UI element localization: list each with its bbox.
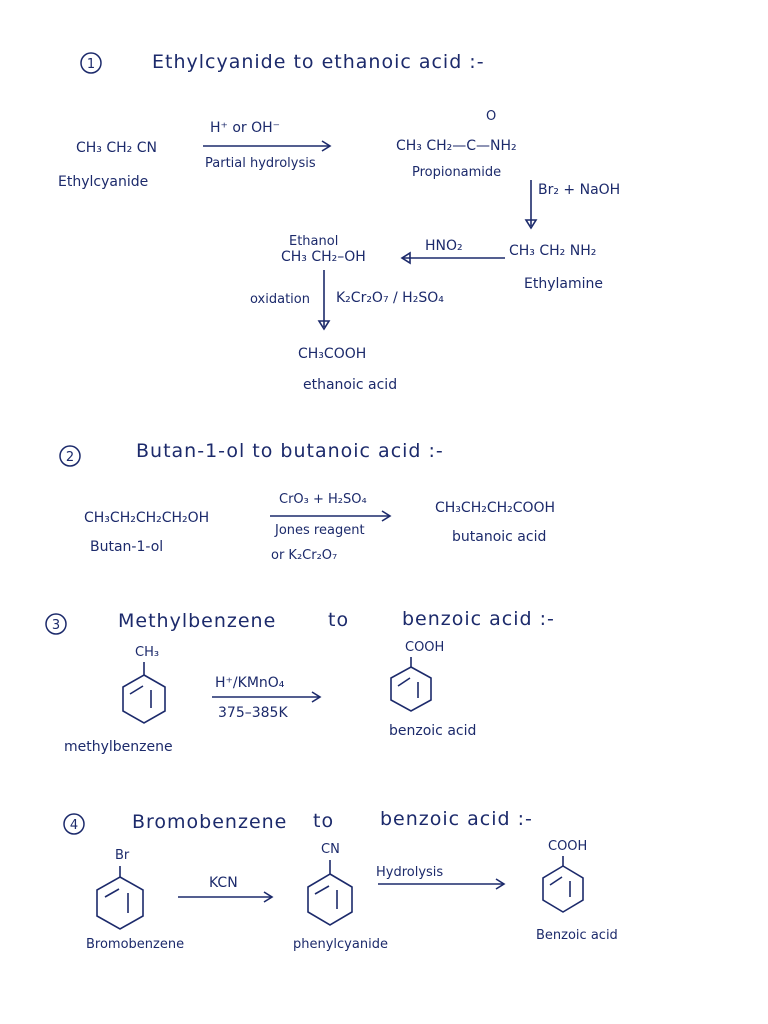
ethanoic-acid-formula: CH₃COOH <box>298 346 367 362</box>
bromobenzene-ring-icon <box>97 866 143 929</box>
reagent-dichromate-alt: or K₂Cr₂O₇ <box>271 548 338 563</box>
arrow-kmno4 <box>212 692 320 702</box>
butanoic-acid-formula: CH₃CH₂CH₂COOH <box>435 500 556 516</box>
phenylcyanide-label: phenylcyanide <box>293 937 388 952</box>
temperature-condition: 375–385K <box>218 705 288 721</box>
partial-hydrolysis-note: Partial hydrolysis <box>205 156 316 171</box>
cyano-substituent: CN <box>321 842 340 857</box>
ethanol-label: Ethanol <box>289 234 339 249</box>
section-number-badge <box>62 812 86 836</box>
arrow-diazotization <box>402 253 505 263</box>
reagent-acid-or-base: H⁺ or OH⁻ <box>210 120 281 136</box>
arrow-hydrolysis-2 <box>378 879 504 889</box>
ethylcyanide-formula: CH₃ CH₂ CN <box>76 140 157 156</box>
butanol-formula: CH₃CH₂CH₂CH₂OH <box>84 510 210 526</box>
bromo-substituent: Br <box>115 848 130 863</box>
benzoic-acid-label: Benzoic acid <box>536 928 618 943</box>
ethanol-formula: CH₃ CH₂–OH <box>281 249 366 265</box>
ethylcyanide-label: Ethylcyanide <box>58 174 149 190</box>
carboxyl-substituent: COOH <box>405 640 445 655</box>
carboxyl-substituent: COOH <box>548 839 588 854</box>
jones-reagent-note: Jones reagent <box>275 523 365 538</box>
reagent-cro3-h2so4: CrO₃ + H₂SO₄ <box>279 492 367 507</box>
reagent-kcn: KCN <box>209 875 238 891</box>
section-title-to: to <box>313 810 335 832</box>
reagent-hno2: HNO₂ <box>425 238 463 254</box>
arrow-jones <box>270 511 390 521</box>
section-title-start: Bromobenzene <box>132 811 288 833</box>
svg-text:1: 1 <box>86 57 96 72</box>
svg-text:3: 3 <box>51 618 61 633</box>
butanoic-acid-label: butanoic acid <box>452 529 547 545</box>
ethanoic-acid-label: ethanoic acid <box>303 377 398 393</box>
propionamide-label: Propionamide <box>412 165 502 180</box>
bromobenzene-label: Bromobenzene <box>86 937 185 952</box>
propionamide-formula: CH₃ CH₂—C—NH₂ <box>396 138 517 154</box>
svg-text:2: 2 <box>65 450 75 465</box>
reagent-br2-naoh: Br₂ + NaOH <box>538 182 621 198</box>
reagent-kmno4: H⁺/KMnO₄ <box>215 675 285 691</box>
reagent-dichromate: K₂Cr₂O₇ / H₂SO₄ <box>336 290 444 306</box>
methyl-substituent: CH₃ <box>135 645 160 660</box>
section-title: Ethylcyanide to ethanoic acid :- <box>152 51 485 73</box>
oxidation-label: oxidation <box>250 292 310 307</box>
section-title-to: to <box>328 609 350 631</box>
arrow-hydrolysis <box>203 141 330 151</box>
toluene-ring-icon <box>123 662 165 723</box>
arrow-hofmann <box>526 180 536 228</box>
section-title-start: Methylbenzene <box>118 610 277 632</box>
svg-text:4: 4 <box>69 818 79 833</box>
carbonyl-oxygen: O <box>486 109 497 124</box>
hydrolysis-label: Hydrolysis <box>376 865 444 880</box>
section-title-end: benzoic acid :- <box>402 608 555 630</box>
section-number-badge <box>79 51 103 75</box>
benzoic-ring-icon <box>391 657 431 711</box>
section-number-badge <box>44 612 68 636</box>
ethylamine-formula: CH₃ CH₂ NH₂ <box>509 243 597 259</box>
arrow-kcn <box>178 892 272 902</box>
benzoic-ring-2-icon <box>543 856 583 912</box>
ethylamine-label: Ethylamine <box>524 276 603 292</box>
section-title: Butan-1-ol to butanoic acid :- <box>136 440 444 462</box>
methylbenzene-label: methylbenzene <box>64 739 173 755</box>
butanol-label: Butan-1-ol <box>90 539 164 555</box>
phenylcyanide-ring-icon <box>308 860 352 925</box>
arrow-oxidation <box>319 270 329 329</box>
benzoic-acid-label: benzoic acid <box>389 723 477 739</box>
section-title-end: benzoic acid :- <box>380 808 533 830</box>
section-number-badge <box>58 444 82 468</box>
